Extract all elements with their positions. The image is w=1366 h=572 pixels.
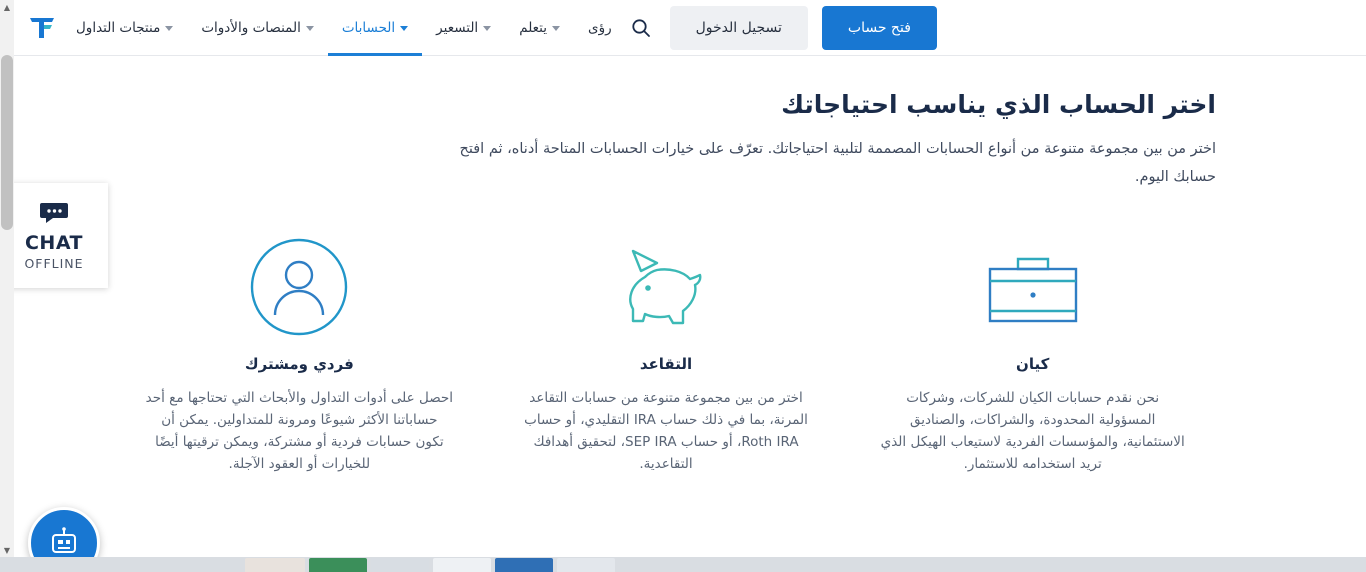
- briefcase-icon: [973, 227, 1093, 347]
- nav-item-platforms-tools[interactable]: [187, 0, 328, 56]
- page-title: اختر الحساب الذي يناسب احتياجاتك: [781, 90, 1216, 119]
- nav-item-trading-products[interactable]: [62, 0, 187, 56]
- taskbar-item-6[interactable]: [557, 558, 615, 572]
- person-avatar-icon: [249, 227, 349, 347]
- open-account-button[interactable]: فتح حساب: [822, 6, 937, 50]
- card-retirement[interactable]: [483, 227, 850, 475]
- tastytrade-logo[interactable]: [22, 8, 62, 48]
- nav-item-learn[interactable]: [505, 0, 574, 56]
- nav-item-pricing[interactable]: [422, 0, 505, 56]
- account-type-cards: [116, 227, 1216, 475]
- nav-label: يتعلم: [519, 19, 548, 36]
- nav-item-accounts[interactable]: [328, 0, 422, 56]
- chat-label: CHAT: [24, 232, 84, 254]
- card-description: اختر من بين مجموعة متنوعة من حسابات التقاعد المرنة، بما في ذلك حساب IRA التقليدي، أو حساب Roth IRA، أو حساب SEP IRA، لتحقيق أهدافك التقاعدية.: [524, 390, 808, 472]
- card-description: نحن نقدم حسابات الكيان للشركات، وشركات المسؤولية المحدودة، والشراكات، والصناديق الاستئمانية، والمؤسسات الفردية لاستيعاب الهيكل الذي تريد استخدامه للاستثمار.: [880, 390, 1185, 472]
- chevron-down-icon: [400, 26, 408, 31]
- scroll-thumb[interactable]: [1, 55, 13, 230]
- chevron-down-icon: [306, 26, 314, 31]
- card-title: فردي ومشترك: [244, 355, 354, 373]
- main-nav: [62, 0, 626, 56]
- page-subtitle: اختر من بين مجموعة متنوعة من أنواع الحسابات المصممة لتلبية احتياجاتك. تعرّف على خيارات الحسابات المتاحة أدناه، ثم افتح حسابك اليوم.: [459, 141, 1216, 185]
- chevron-down-icon: [483, 26, 491, 31]
- card-title: كيان: [1016, 355, 1050, 373]
- taskbar-item-3[interactable]: [371, 558, 429, 572]
- nav-item-insights[interactable]: [574, 0, 626, 56]
- page-content: [0, 57, 1352, 547]
- taskbar-item-2[interactable]: [309, 558, 367, 572]
- chat-bubble-icon: [39, 200, 69, 230]
- search-icon[interactable]: [626, 13, 656, 43]
- chat-widget[interactable]: [0, 183, 108, 288]
- chat-status: OFFLINE: [24, 256, 84, 271]
- scroll-up-arrow[interactable]: ▲: [3, 2, 11, 12]
- taskbar: [0, 557, 1366, 572]
- taskbar-item-1[interactable]: [245, 558, 305, 572]
- card-individual-joint[interactable]: [116, 227, 483, 475]
- nav-label: المنصات والأدوات: [201, 19, 301, 36]
- card-description: احصل على أدوات التداول والأبحاث التي تحتاجها مع أحد حساباتنا الأكثر شيوعًا ومرونة للمتداولين. يمكن أن تكون حسابات فردية أو مشتركة، ويمكن ترقيتها أيضًا للخيارات أو العقود الآجلة.: [145, 390, 454, 472]
- vertical-scrollbar[interactable]: [0, 0, 14, 557]
- piggy-bank-icon: [611, 227, 721, 347]
- chevron-down-icon: [165, 26, 173, 31]
- site-header: [0, 0, 1366, 56]
- header-actions: [626, 6, 937, 50]
- card-title: التقاعد: [639, 355, 693, 373]
- nav-label: التسعير: [436, 19, 479, 36]
- nav-label: رؤى: [588, 19, 612, 36]
- card-entity[interactable]: [849, 227, 1216, 475]
- login-button[interactable]: تسجيل الدخول: [670, 6, 808, 50]
- nav-label: الحسابات: [341, 19, 396, 36]
- nav-label: منتجات التداول: [76, 19, 161, 36]
- taskbar-item-4[interactable]: [433, 558, 491, 572]
- taskbar-item-5[interactable]: [495, 558, 553, 572]
- scroll-down-arrow[interactable]: ▼: [3, 545, 11, 555]
- chevron-down-icon: [552, 26, 560, 31]
